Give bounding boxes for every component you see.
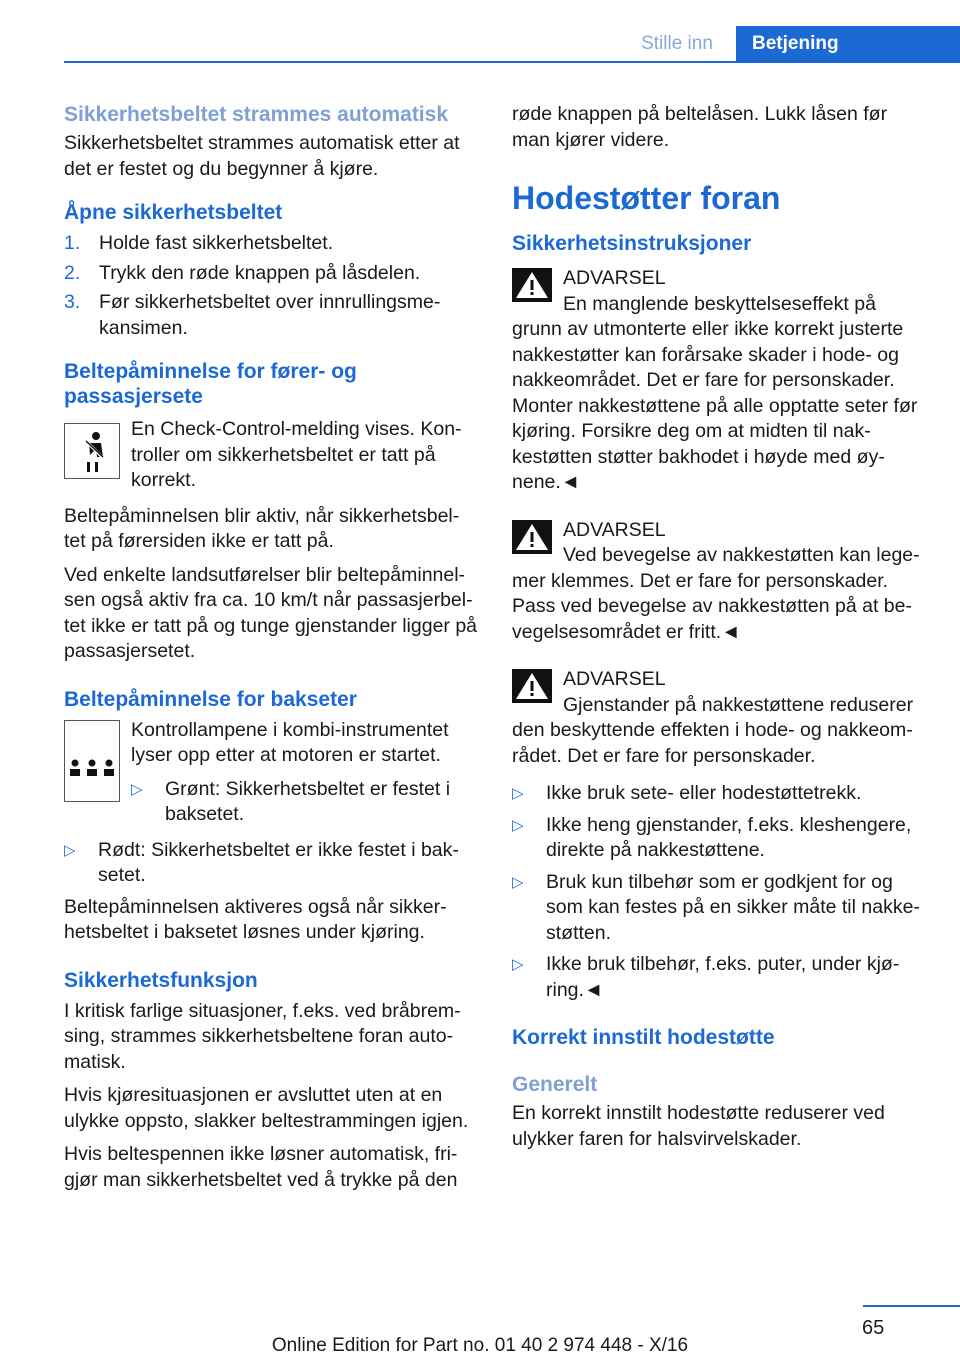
warning-title: ADVARSEL	[563, 267, 666, 289]
heading-front-headrests: Hodestøtter foran	[512, 180, 781, 216]
paragraph-function-2: Hvis kjøresituasjonen er avsluttet uten at en ulykke oppsto, slakker beltestrammingen igjen.	[64, 1084, 469, 1132]
paragraph-continue: røde knappen på beltelåsen. Lukk låsen før man kjører videre.	[512, 103, 888, 151]
paragraph-rear-after: Beltepåminnelsen aktiveres også når sikker‐ hetsbeltet i baksetet løsnes under kjøring.	[64, 895, 447, 943]
heading-reminder-rear: Beltepåminnelse for bakseter	[64, 687, 357, 711]
rear-seatbelt-icon	[64, 720, 120, 802]
list-item: ▷ Grønt: Sikkerhetsbeltet er festet i baksetet.	[131, 777, 451, 825]
warning-block-3	[512, 667, 930, 769]
heading-correct-headrest: Korrekt innstilt hodestøtte	[512, 1026, 775, 1049]
list-item: ▷ Ikke bruk sete- eller hodestøttetrekk.	[512, 782, 862, 804]
warning-triangle-icon	[512, 669, 552, 703]
warning-title: ADVARSEL	[563, 518, 666, 541]
right-column	[512, 102, 930, 1160]
warning-block-2	[512, 518, 930, 646]
list-item: ▷ Rødt: Sikkerhetsbeltet er ikke festet i bak‐ setet.	[64, 838, 459, 886]
heading-open-belt: Åpne sikkerhetsbeltet	[64, 201, 283, 224]
warning-first-line: En manglende beskyttelseseffekt på	[563, 292, 876, 315]
list-item: ▷ Bruk kun tilbehør som er godkjent for og som kan festes på en sikker måte til nakke‐ støtten.	[512, 870, 920, 944]
heading-reminder-front: Beltepåminnelse for fører- og passasjersete	[64, 360, 357, 408]
paragraph-function-3: Hvis beltespennen ikke løsner automatisk, fri‐ gjør man sikkerhetsbeltet ved å trykke på den	[64, 1143, 458, 1191]
warning-first-line: Ved bevegelse av nakkestøtten kan lege‐	[563, 544, 920, 566]
heading-safety-instructions: Sikkerhetsinstruksjoner	[512, 232, 752, 255]
footer-rule	[863, 1305, 960, 1307]
warning-body: mer klemmes. Det er fare for personskader. Pass ved bevegelse av nakkestøtten på at be‐ vegelsesområdet er fritt.◄	[512, 569, 912, 643]
paragraph-reminder-icon: En Check-Control-melding vises. Kon‐ troller om sikkerhetsbeltet er tatt på korrekt.	[131, 418, 462, 491]
header-rule	[64, 61, 960, 63]
footer-edition: Online Edition for Part no. 01 40 2 974 448 - X/16	[271, 1335, 689, 1356]
step-item: 3. Før sikkerhetsbeltet over innrullingsme‐ kansimen.	[64, 291, 441, 339]
rear-red-list	[64, 838, 482, 889]
heading-general: Generelt	[512, 1073, 598, 1096]
paragraph-rear-icon: Kontrollampene i kombi-instrumentet lyser opp etter at motoren er startet.	[131, 718, 449, 766]
warning-body: den beskyttende effekten i hode- og nakkeom‐ rådet. Det er fare for personskader.	[512, 719, 913, 767]
reminder-front-block	[64, 417, 482, 494]
warning-triangle-icon	[512, 520, 552, 554]
header-chapter-tab: Betjening	[736, 26, 960, 63]
step-item: 1. Holde fast sikkerhetsbeltet.	[64, 232, 334, 254]
warning-title: ADVARSEL	[563, 668, 666, 690]
heading-safety-function: Sikkerhetsfunksjon	[64, 968, 258, 992]
paragraph-belt-tension: Sikkerhetsbeltet strammes automatisk etter at det er festet og du begynner å kjøre.	[64, 132, 460, 180]
warning-triangle-icon	[512, 268, 552, 302]
paragraph-general: En korrekt innstilt hodestøtte reduserer ved ulykker faren for halsvirvelskader.	[512, 1102, 885, 1150]
open-belt-steps	[64, 231, 482, 341]
paragraph-reminder-2: Ved enkelte landsutførelser blir beltepåminnel‐ sen også aktiv fra ca. 10 km/t når passasjerbel‐ tet ikke er tatt på og tunge gjenstander ligger på passasjersetet.	[64, 563, 478, 662]
step-item: 2. Trykk den røde knappen på låsdelen.	[64, 261, 421, 284]
seatbelt-warning-icon	[64, 423, 120, 479]
header-section-label: Stille inn	[641, 33, 713, 54]
warning-body: grunn av utmonterte eller ikke korrekt justerte nakkestøtter kan forårsake skader i hode- og nakkeområdet. Det er fare for personskader. Monter nakkestøttene på alle opptatte seter før kjøring. Forsikre deg om at midten til nak‐ kestøtten støtter bakhodet i høyde med øy‐ nene.◄	[512, 318, 918, 493]
left-column	[64, 102, 482, 1201]
warning-first-line: Gjenstander på nakkestøttene reduserer	[563, 693, 914, 716]
heading-belt-tension: Sikkerhetsbeltet strammes automatisk	[64, 103, 448, 126]
page-number: 65	[862, 1317, 885, 1339]
reminder-rear-block	[64, 718, 482, 828]
headrest-bullet-list	[512, 781, 930, 1003]
paragraph-reminder-1: Beltepåminnelsen blir aktiv, når sikkerhetsbel‐ tet på førersiden ikke er tatt på.	[64, 504, 460, 552]
list-item: ▷ Ikke heng gjenstander, f.eks. kleshengere, direkte på nakkestøttene.	[512, 813, 912, 861]
warning-block-1	[512, 266, 930, 496]
rear-green-list	[131, 777, 482, 828]
paragraph-function-1: I kritisk farlige situasjoner, f.eks. ved bråbrem‐ sing, strammes sikkerhetsbeltene foran auto‐ matisk.	[64, 999, 461, 1073]
list-item: ▷ Ikke bruk tilbehør, f.eks. puter, under kjø‐ ring.◄	[512, 953, 900, 1001]
